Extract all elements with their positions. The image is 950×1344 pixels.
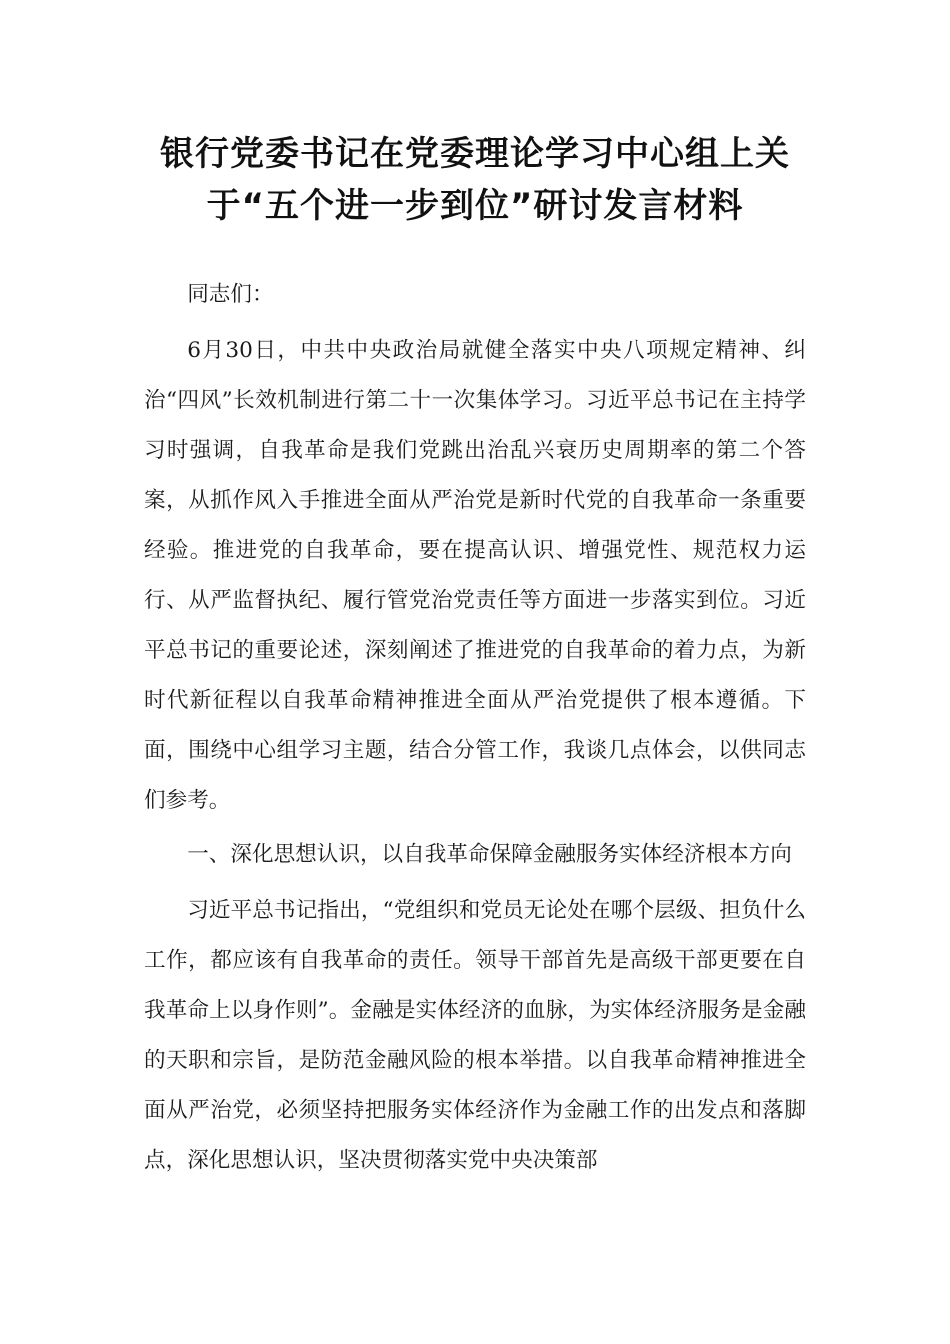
document-title: 银行党委书记在党委理论学习中心组上关于“五个进一步到位”研讨发言材料 [160, 134, 790, 226]
paragraph: 习近平总书记指出，“党组织和党员无论处在哪个层级、担负什么工作，都应该有自我革命的责任。领导干部首先是高级干部更要在自我革命上以身作则”。金融是实体经济的血脉，为实体经济服务是金融的天职和宗旨，是防范金融风险的根本举措。以自我革命精神推进全面从严治党，必须坚持把服务实体经济作为金融工作的出发点和落脚点，深化思想认识，坚决贯彻落实党中央决策部 [144, 898, 806, 1173]
document-body [144, 270, 806, 1186]
paragraph: 6月30日，中共中央政治局就健全落实中央八项规定精神、纠治“四风”长效机制进行第二十一次集体学习。习近平总书记在主持学习时强调，自我革命是我们党跳出治乱兴衰历史周期率的第二个答案，从抓作风入手推进全面从严治党是新时代党的自我革命一条重要经验。推进党的自我革命，要在提高认识、增强党性、规范权力运行、从严监督执纪、履行管党治党责任等方面进一步落实到位。习近平总书记的重要论述，深刻阐述了推进党的自我革命的着力点，为新时代新征程以自我革命精神推进全面从严治党提供了根本遵循。下面，围绕中心组学习主题，结合分管工作，我谈几点体会，以供同志们参考。 [144, 338, 806, 813]
section-heading: 一、深化思想认识，以自我革命保障金融服务实体经济根本方向 [187, 842, 792, 867]
salutation: 同志们： [187, 282, 274, 307]
